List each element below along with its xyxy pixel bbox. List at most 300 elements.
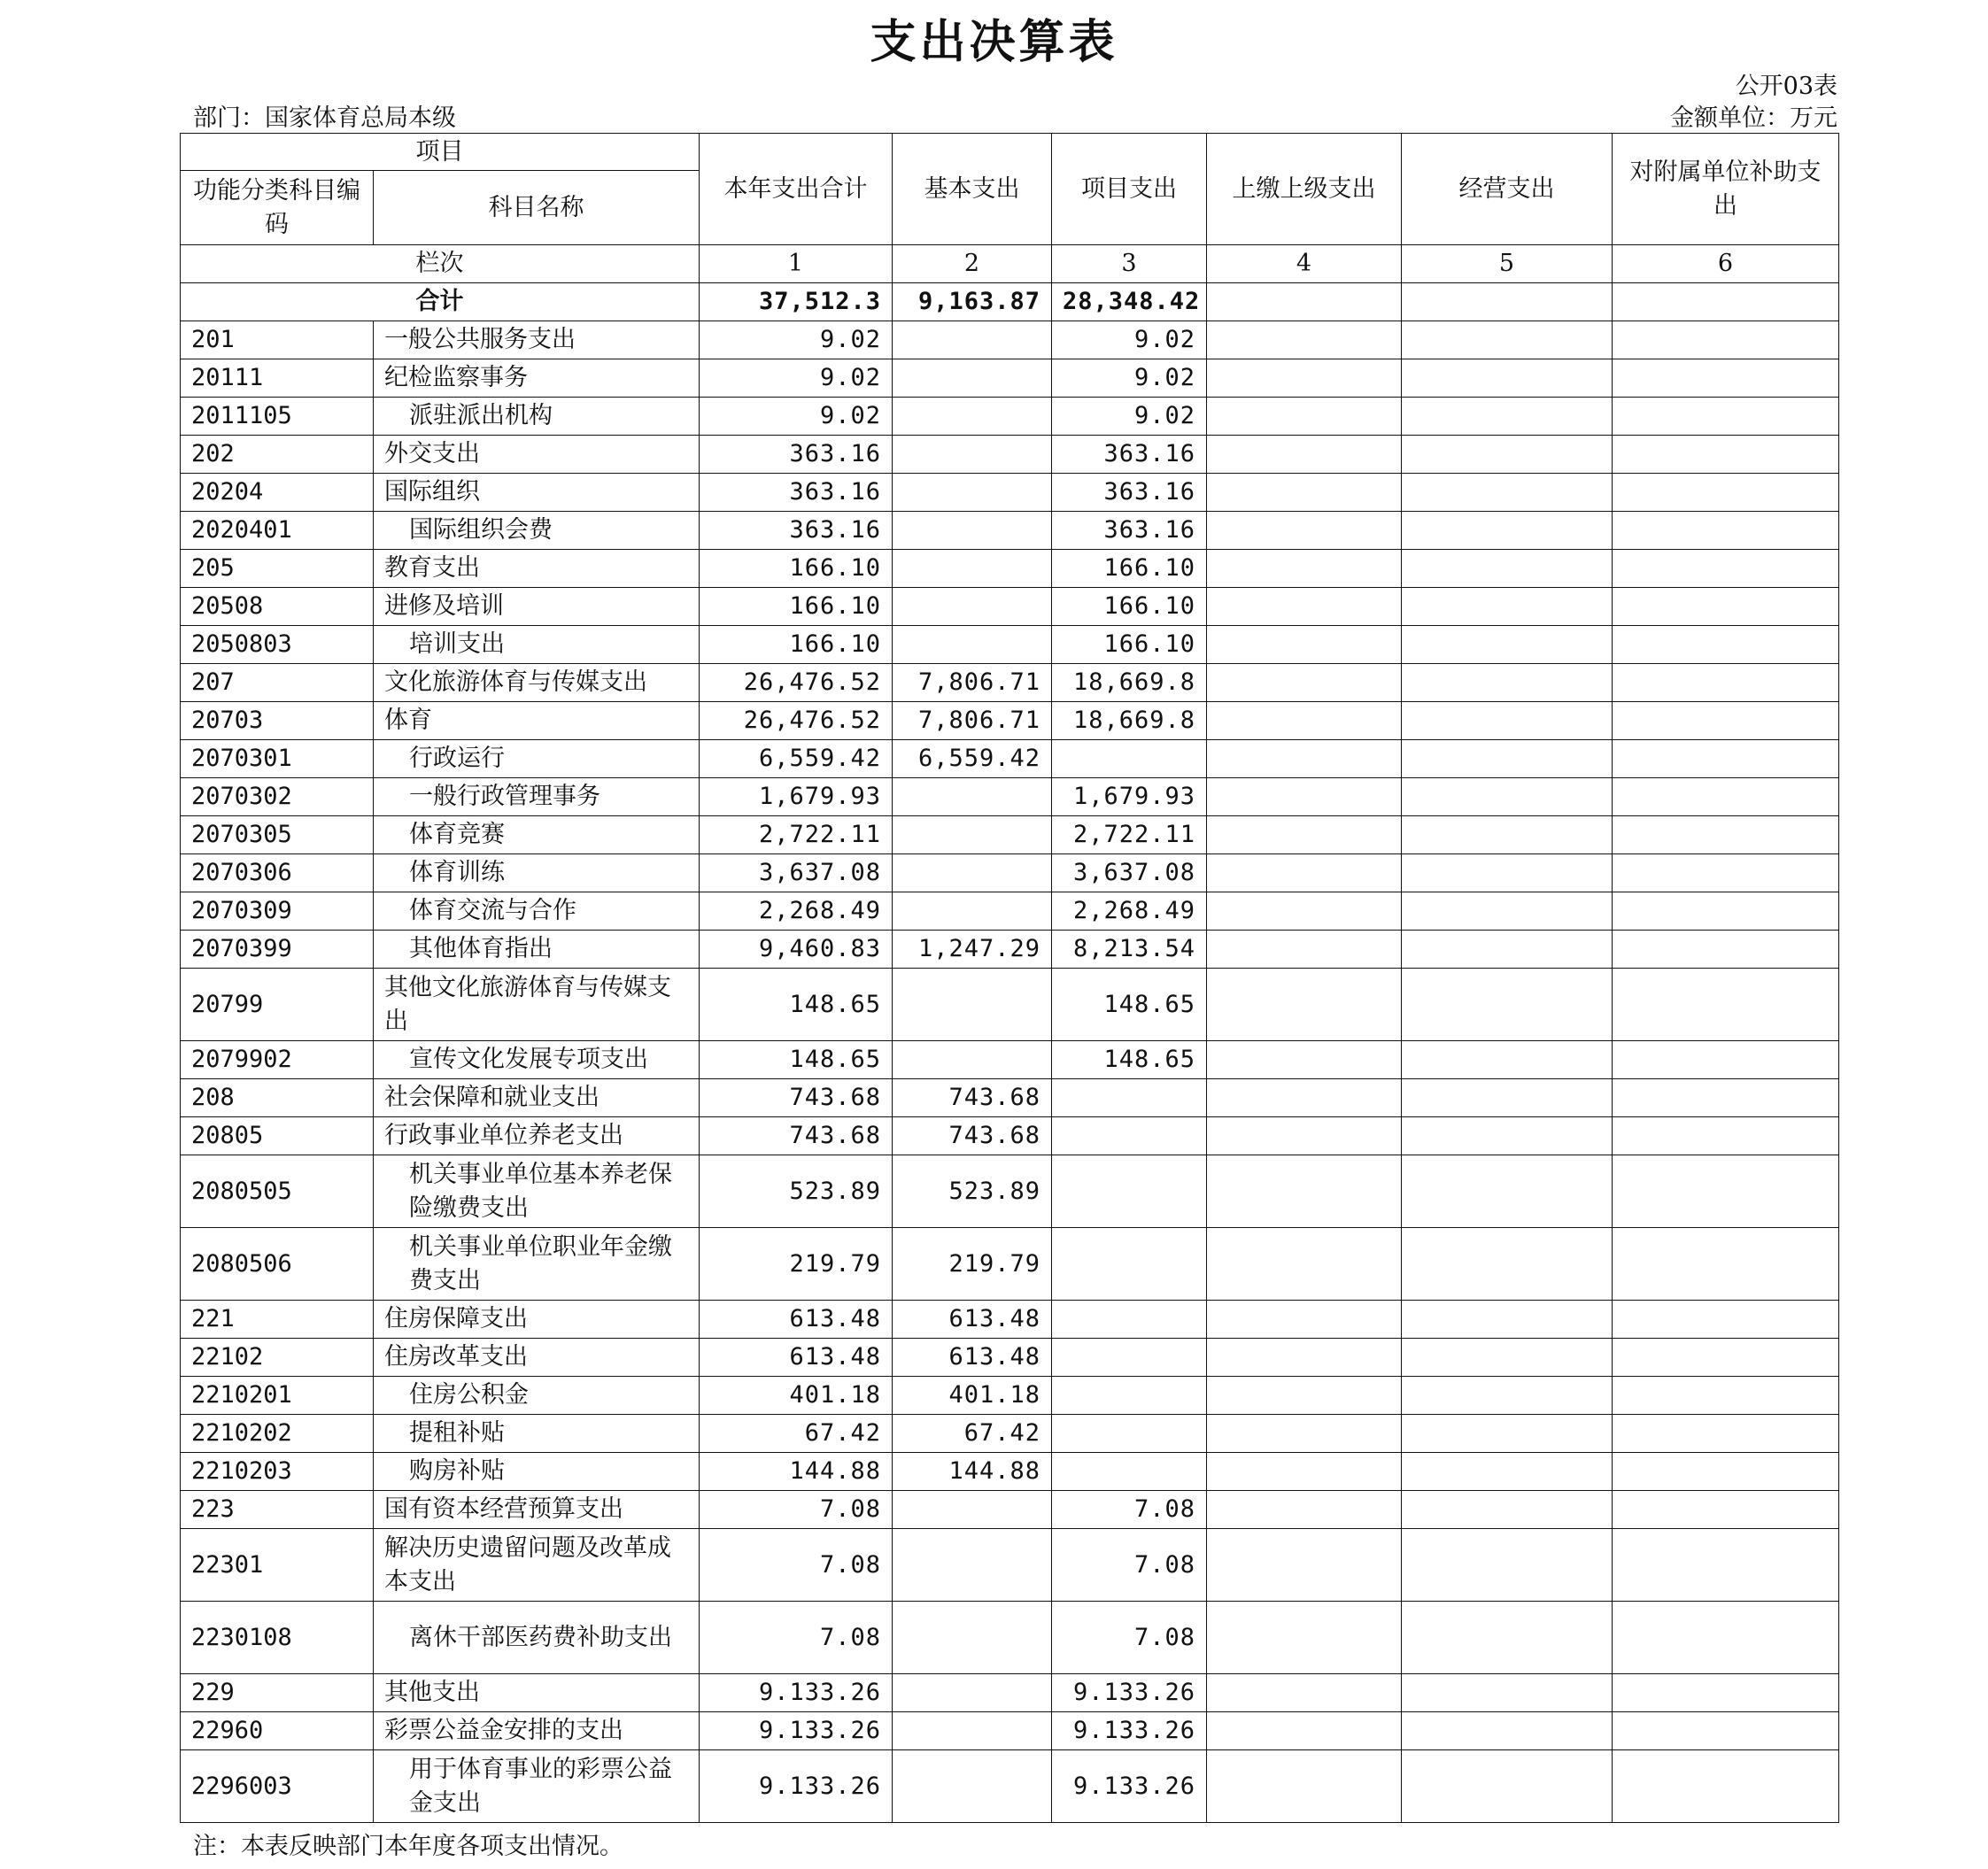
table-row <box>181 1453 1839 1491</box>
table-row <box>181 474 1839 512</box>
row-basic <box>893 1529 1052 1602</box>
table-row <box>181 1602 1839 1674</box>
row-remit <box>1207 398 1402 436</box>
form-number: 公开03表 <box>1735 73 1837 100</box>
row-basic <box>893 1602 1052 1674</box>
row-total: 1,679.93 <box>700 778 893 816</box>
row-total: 613.48 <box>700 1339 893 1377</box>
row-remit <box>1207 816 1402 854</box>
row-name: 机关事业单位职业年金缴费支出 <box>374 1228 700 1301</box>
row-remit <box>1207 931 1402 969</box>
total-c6 <box>1613 283 1839 321</box>
row-business <box>1402 931 1613 969</box>
row-business <box>1402 550 1613 588</box>
row-total: 363.16 <box>700 474 893 512</box>
row-business <box>1402 1301 1613 1339</box>
row-total: 7.08 <box>700 1529 893 1602</box>
row-basic: 7,806.71 <box>893 664 1052 702</box>
row-code: 2210201 <box>181 1377 374 1415</box>
total-label: 合计 <box>181 283 700 321</box>
row-basic <box>893 398 1052 436</box>
header-project: 项目 <box>181 134 700 171</box>
row-basic: 6,559.42 <box>893 740 1052 778</box>
header-col-project: 项目支出 <box>1052 134 1207 245</box>
row-remit <box>1207 1228 1402 1301</box>
total-c4 <box>1207 283 1402 321</box>
table-body <box>181 321 1839 1823</box>
seq-4: 4 <box>1207 245 1402 283</box>
row-name: 彩票公益金安排的支出 <box>374 1712 700 1750</box>
row-name: 文化旅游体育与传媒支出 <box>374 664 700 702</box>
row-name: 培训支出 <box>374 626 700 664</box>
row-name: 用于体育事业的彩票公益金支出 <box>374 1750 700 1823</box>
row-basic: 743.68 <box>893 1117 1052 1155</box>
table-row <box>181 550 1839 588</box>
table-row <box>181 969 1839 1041</box>
table-row <box>181 892 1839 931</box>
table-row <box>181 1415 1839 1453</box>
row-project: 148.65 <box>1052 1041 1207 1079</box>
row-basic <box>893 892 1052 931</box>
row-business <box>1402 1415 1613 1453</box>
row-remit <box>1207 1339 1402 1377</box>
row-code: 20508 <box>181 588 374 626</box>
row-remit <box>1207 778 1402 816</box>
row-code: 2070399 <box>181 931 374 969</box>
table-row <box>181 1750 1839 1823</box>
row-project: 363.16 <box>1052 512 1207 550</box>
row-remit <box>1207 474 1402 512</box>
row-code: 207 <box>181 664 374 702</box>
row-name: 一般行政管理事务 <box>374 778 700 816</box>
row-remit <box>1207 969 1402 1041</box>
row-name: 解决历史遗留问题及改革成本支出 <box>374 1529 700 1602</box>
row-project: 166.10 <box>1052 626 1207 664</box>
row-business <box>1402 321 1613 359</box>
row-remit <box>1207 1750 1402 1823</box>
row-business <box>1402 816 1613 854</box>
row-project: 9.02 <box>1052 398 1207 436</box>
row-project <box>1052 740 1207 778</box>
table-row <box>181 436 1839 474</box>
row-project <box>1052 1301 1207 1339</box>
row-total: 9.133.26 <box>700 1712 893 1750</box>
row-basic <box>893 816 1052 854</box>
row-code: 20204 <box>181 474 374 512</box>
header-col-subsidy: 对附属单位补助支出 <box>1613 134 1839 245</box>
row-subsidy <box>1613 474 1839 512</box>
total-c3: 28,348.42 <box>1052 283 1207 321</box>
row-subsidy <box>1613 854 1839 892</box>
row-total: 26,476.52 <box>700 702 893 740</box>
row-business <box>1402 1117 1613 1155</box>
table-row <box>181 664 1839 702</box>
row-total: 3,637.08 <box>700 854 893 892</box>
row-code: 2011105 <box>181 398 374 436</box>
row-remit <box>1207 1377 1402 1415</box>
row-remit <box>1207 436 1402 474</box>
row-code: 20703 <box>181 702 374 740</box>
row-business <box>1402 892 1613 931</box>
row-remit <box>1207 1117 1402 1155</box>
row-remit <box>1207 664 1402 702</box>
row-remit <box>1207 626 1402 664</box>
row-business <box>1402 1674 1613 1712</box>
table-note: 注：本表反映部门本年度各项支出情况。 <box>193 1833 623 1860</box>
row-business <box>1402 474 1613 512</box>
row-subsidy <box>1613 321 1839 359</box>
row-code: 20111 <box>181 359 374 398</box>
row-subsidy <box>1613 1453 1839 1491</box>
row-remit <box>1207 854 1402 892</box>
row-code: 2296003 <box>181 1750 374 1823</box>
row-code: 20805 <box>181 1117 374 1155</box>
row-name: 购房补贴 <box>374 1453 700 1491</box>
row-remit <box>1207 1453 1402 1491</box>
header-col-business: 经营支出 <box>1402 134 1613 245</box>
row-total: 219.79 <box>700 1228 893 1301</box>
row-code: 22102 <box>181 1339 374 1377</box>
table-row <box>181 588 1839 626</box>
row-total: 144.88 <box>700 1453 893 1491</box>
row-business <box>1402 1339 1613 1377</box>
row-code: 2080505 <box>181 1155 374 1228</box>
row-basic: 144.88 <box>893 1453 1052 1491</box>
page-title: 支出决算表 <box>870 15 1118 69</box>
row-basic <box>893 474 1052 512</box>
row-subsidy <box>1613 1339 1839 1377</box>
row-project: 7.08 <box>1052 1529 1207 1602</box>
row-project <box>1052 1415 1207 1453</box>
table-row <box>181 1155 1839 1228</box>
row-total: 166.10 <box>700 550 893 588</box>
row-name: 派驻派出机构 <box>374 398 700 436</box>
seq-2: 2 <box>893 245 1052 283</box>
table-row <box>181 1377 1839 1415</box>
seq-5: 5 <box>1402 245 1613 283</box>
row-remit <box>1207 1529 1402 1602</box>
row-remit <box>1207 359 1402 398</box>
table-row <box>181 1117 1839 1155</box>
row-basic: 613.48 <box>893 1301 1052 1339</box>
row-total: 613.48 <box>700 1301 893 1339</box>
table-row <box>181 512 1839 550</box>
unit-label: 金额单位：万元 <box>1670 104 1837 132</box>
table-row <box>181 1491 1839 1529</box>
row-project: 9.02 <box>1052 321 1207 359</box>
row-business <box>1402 1228 1613 1301</box>
row-basic <box>893 1041 1052 1079</box>
row-subsidy <box>1613 816 1839 854</box>
row-remit <box>1207 740 1402 778</box>
row-name: 其他支出 <box>374 1674 700 1712</box>
row-name: 国际组织 <box>374 474 700 512</box>
row-name: 体育训练 <box>374 854 700 892</box>
row-total: 9.02 <box>700 398 893 436</box>
row-business <box>1402 702 1613 740</box>
row-project <box>1052 1453 1207 1491</box>
row-business <box>1402 740 1613 778</box>
header-name: 科目名称 <box>374 171 700 245</box>
row-subsidy <box>1613 1041 1839 1079</box>
row-total: 9.02 <box>700 321 893 359</box>
row-subsidy <box>1613 1301 1839 1339</box>
row-project <box>1052 1117 1207 1155</box>
row-basic: 743.68 <box>893 1079 1052 1117</box>
row-basic: 219.79 <box>893 1228 1052 1301</box>
total-c2: 9,163.87 <box>893 283 1052 321</box>
row-remit <box>1207 1155 1402 1228</box>
row-project: 9.133.26 <box>1052 1750 1207 1823</box>
row-code: 2020401 <box>181 512 374 550</box>
row-name: 教育支出 <box>374 550 700 588</box>
row-basic <box>893 436 1052 474</box>
row-code: 201 <box>181 321 374 359</box>
row-project: 9.133.26 <box>1052 1674 1207 1712</box>
table-row <box>181 778 1839 816</box>
row-project <box>1052 1228 1207 1301</box>
row-basic: 1,247.29 <box>893 931 1052 969</box>
table-row <box>181 1712 1839 1750</box>
row-basic <box>893 550 1052 588</box>
row-subsidy <box>1613 1602 1839 1674</box>
row-code: 2210203 <box>181 1453 374 1491</box>
row-basic <box>893 359 1052 398</box>
row-subsidy <box>1613 1377 1839 1415</box>
row-name: 宣传文化发展专项支出 <box>374 1041 700 1079</box>
row-code: 2080506 <box>181 1228 374 1301</box>
row-subsidy <box>1613 702 1839 740</box>
row-business <box>1402 1750 1613 1823</box>
row-name: 其他文化旅游体育与传媒支出 <box>374 969 700 1041</box>
row-code: 2070309 <box>181 892 374 931</box>
row-business <box>1402 1079 1613 1117</box>
row-basic <box>893 626 1052 664</box>
row-business <box>1402 969 1613 1041</box>
row-total: 363.16 <box>700 512 893 550</box>
row-total: 401.18 <box>700 1377 893 1415</box>
row-business <box>1402 664 1613 702</box>
row-project: 18,669.8 <box>1052 702 1207 740</box>
table-row <box>181 702 1839 740</box>
header-code: 功能分类科目编码 <box>181 171 374 245</box>
row-name: 体育 <box>374 702 700 740</box>
row-business <box>1402 512 1613 550</box>
row-name: 其他体育指出 <box>374 931 700 969</box>
row-name: 住房保障支出 <box>374 1301 700 1339</box>
row-project: 148.65 <box>1052 969 1207 1041</box>
row-code: 202 <box>181 436 374 474</box>
row-remit <box>1207 1415 1402 1453</box>
row-name: 国有资本经营预算支出 <box>374 1491 700 1529</box>
row-business <box>1402 1155 1613 1228</box>
table-row <box>181 1079 1839 1117</box>
row-subsidy <box>1613 1079 1839 1117</box>
row-project <box>1052 1155 1207 1228</box>
row-business <box>1402 359 1613 398</box>
row-name: 进修及培训 <box>374 588 700 626</box>
row-basic: 523.89 <box>893 1155 1052 1228</box>
row-subsidy <box>1613 1491 1839 1529</box>
row-total: 9,460.83 <box>700 931 893 969</box>
row-code: 2070305 <box>181 816 374 854</box>
row-name: 行政运行 <box>374 740 700 778</box>
row-remit <box>1207 1602 1402 1674</box>
row-business <box>1402 854 1613 892</box>
table-row <box>181 740 1839 778</box>
row-business <box>1402 588 1613 626</box>
row-total: 743.68 <box>700 1079 893 1117</box>
row-basic <box>893 1712 1052 1750</box>
row-total: 148.65 <box>700 1041 893 1079</box>
row-total: 9.133.26 <box>700 1674 893 1712</box>
row-name: 住房公积金 <box>374 1377 700 1415</box>
row-total: 148.65 <box>700 969 893 1041</box>
table-row <box>181 1339 1839 1377</box>
row-code: 22301 <box>181 1529 374 1602</box>
table-row <box>181 816 1839 854</box>
row-total: 743.68 <box>700 1117 893 1155</box>
row-subsidy <box>1613 931 1839 969</box>
department-label: 部门：国家体育总局本级 <box>193 104 456 132</box>
row-basic: 401.18 <box>893 1377 1052 1415</box>
row-subsidy <box>1613 778 1839 816</box>
row-code: 2210202 <box>181 1415 374 1453</box>
row-subsidy <box>1613 1415 1839 1453</box>
row-name: 外交支出 <box>374 436 700 474</box>
row-subsidy <box>1613 1750 1839 1823</box>
row-subsidy <box>1613 664 1839 702</box>
row-total: 2,722.11 <box>700 816 893 854</box>
row-project: 7.08 <box>1052 1602 1207 1674</box>
row-subsidy <box>1613 512 1839 550</box>
row-code: 208 <box>181 1079 374 1117</box>
row-name: 国际组织会费 <box>374 512 700 550</box>
row-project: 9.02 <box>1052 359 1207 398</box>
row-basic <box>893 588 1052 626</box>
row-business <box>1402 1602 1613 1674</box>
row-subsidy <box>1613 1712 1839 1750</box>
row-basic: 7,806.71 <box>893 702 1052 740</box>
row-basic: 67.42 <box>893 1415 1052 1453</box>
row-business <box>1402 1712 1613 1750</box>
row-total: 9.02 <box>700 359 893 398</box>
seq-6: 6 <box>1613 245 1839 283</box>
row-subsidy <box>1613 550 1839 588</box>
row-basic <box>893 512 1052 550</box>
table-row <box>181 359 1839 398</box>
row-name: 体育竞赛 <box>374 816 700 854</box>
row-subsidy <box>1613 969 1839 1041</box>
table-row <box>181 1674 1839 1712</box>
row-project: 1,679.93 <box>1052 778 1207 816</box>
row-project: 3,637.08 <box>1052 854 1207 892</box>
row-basic <box>893 854 1052 892</box>
row-code: 2070302 <box>181 778 374 816</box>
seq-3: 3 <box>1052 245 1207 283</box>
header-col-basic: 基本支出 <box>893 134 1052 245</box>
row-project: 2,268.49 <box>1052 892 1207 931</box>
row-project <box>1052 1377 1207 1415</box>
row-project: 8,213.54 <box>1052 931 1207 969</box>
row-basic <box>893 1491 1052 1529</box>
row-code: 22960 <box>181 1712 374 1750</box>
row-code: 221 <box>181 1301 374 1339</box>
row-remit <box>1207 321 1402 359</box>
row-project: 18,669.8 <box>1052 664 1207 702</box>
row-project: 363.16 <box>1052 436 1207 474</box>
row-name: 行政事业单位养老支出 <box>374 1117 700 1155</box>
row-code: 205 <box>181 550 374 588</box>
row-business <box>1402 1377 1613 1415</box>
row-remit <box>1207 1041 1402 1079</box>
row-project <box>1052 1339 1207 1377</box>
row-project: 363.16 <box>1052 474 1207 512</box>
row-business <box>1402 1453 1613 1491</box>
table-row <box>181 1228 1839 1301</box>
table-row <box>181 1041 1839 1079</box>
row-remit <box>1207 702 1402 740</box>
row-total: 166.10 <box>700 588 893 626</box>
row-subsidy <box>1613 359 1839 398</box>
row-total: 7.08 <box>700 1602 893 1674</box>
total-c5 <box>1402 283 1613 321</box>
row-code: 20799 <box>181 969 374 1041</box>
row-basic <box>893 1750 1052 1823</box>
row-remit <box>1207 1674 1402 1712</box>
row-remit <box>1207 892 1402 931</box>
row-total: 166.10 <box>700 626 893 664</box>
row-project: 2,722.11 <box>1052 816 1207 854</box>
row-total: 2,268.49 <box>700 892 893 931</box>
row-business <box>1402 626 1613 664</box>
row-remit <box>1207 550 1402 588</box>
table-row <box>181 321 1839 359</box>
row-code: 2079902 <box>181 1041 374 1079</box>
row-subsidy <box>1613 588 1839 626</box>
row-name: 住房改革支出 <box>374 1339 700 1377</box>
row-name: 提租补贴 <box>374 1415 700 1453</box>
row-subsidy <box>1613 892 1839 931</box>
row-subsidy <box>1613 1529 1839 1602</box>
row-code: 2050803 <box>181 626 374 664</box>
row-basic <box>893 321 1052 359</box>
row-project: 9.133.26 <box>1052 1712 1207 1750</box>
row-subsidy <box>1613 1155 1839 1228</box>
seq-1: 1 <box>700 245 893 283</box>
row-remit <box>1207 512 1402 550</box>
row-remit <box>1207 1712 1402 1750</box>
row-subsidy <box>1613 1228 1839 1301</box>
row-project: 166.10 <box>1052 588 1207 626</box>
table-row <box>181 398 1839 436</box>
row-subsidy <box>1613 626 1839 664</box>
row-business <box>1402 1529 1613 1602</box>
row-name: 一般公共服务支出 <box>374 321 700 359</box>
seq-label: 栏次 <box>181 245 700 283</box>
row-remit <box>1207 588 1402 626</box>
expenditure-table <box>180 133 1839 1823</box>
table-row <box>181 931 1839 969</box>
row-remit <box>1207 1079 1402 1117</box>
row-subsidy <box>1613 398 1839 436</box>
table-row <box>181 1301 1839 1339</box>
row-total: 7.08 <box>700 1491 893 1529</box>
row-subsidy <box>1613 740 1839 778</box>
row-business <box>1402 398 1613 436</box>
row-subsidy <box>1613 436 1839 474</box>
row-code: 229 <box>181 1674 374 1712</box>
